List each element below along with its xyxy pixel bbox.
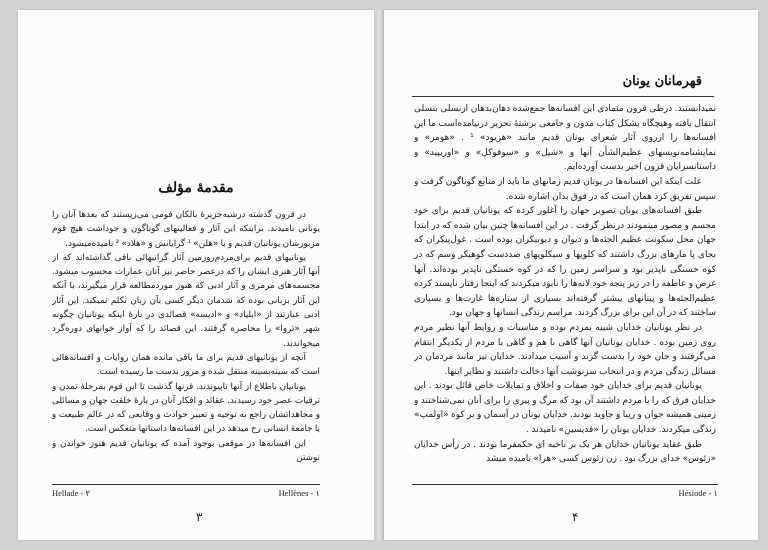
header-divider	[412, 96, 714, 97]
footnotes	[52, 488, 320, 502]
paragraph: طبق عقاید یونانیان خدایان هر یک بر ناحیه ای حکمفرما بودند . در رأس خدایان «زئوس» خدای بزرگ بود . زن زئوس کسی «هرا» نامیده میشد	[414, 439, 716, 465]
book-gutter	[374, 10, 384, 540]
running-header: قهرمانان یونان	[622, 74, 702, 89]
paragraph: آنچه از یونانیهای قدیم برای ما باقی مانده همان روایات و افسانه‌هائی است که سینه‌بسینه منتقل شده و مرور بدست ما رسیده است.	[52, 352, 320, 378]
paragraph: نمیدانستند. درطی قرون متمادی این افسانه‌ها جمع‌شده دهان‌بدهان ازنسلی بنسلی انتقال یافته وهیچگاه بشکل کتاب مدون و جامعی برشتهٔ تحریر درنیامده‌است ما این افسانه‌ها را ازروی آثار شعرای یونان قدیم مانند «هزیود» ¹ . «هومر» و نمایشنامه‌نویسهای عظیم‌الشأن آنها و «شیل» و «سوفوکل» و «اوریپید» و داستانسرایان قرون اخیر بدست آورده‌ایم.	[414, 104, 716, 173]
left-page	[18, 10, 374, 540]
chapter-title: مقدمهٔ مؤلف	[158, 180, 234, 196]
left-page-body	[52, 208, 320, 465]
right-page-body	[414, 102, 716, 467]
paragraph: یونانیان باطلاع از آنها ناپیوندند. قرنها گذشت تا این قوم بمرحلهٔ تمدن و ترقیات عصر خود رسیدند. عقائد و افکار آنان در بارهٔ خلقت جهان و مسائلی و مجاهداتشان راجع به توجیه و تعبیر حوادث و وقایعی که در عالم طبیعت و یا جامعهٔ انسانی رخ میدهد در این افسانه‌ها داستانها منعکس است.	[52, 381, 320, 435]
footnotes	[412, 488, 718, 502]
paragraph: علت اینکه این افسانه‌ها در یونان قدیم زمانهای ما باید از منابع گوناگون گرفت و سپس تفریق کرد همان است که در فوق بدان اشاره شده.	[414, 176, 716, 202]
page-number: ۴	[572, 510, 579, 524]
paragraph: یونانیهای قدیم برای‌مردم‌روزمین آثار گرانبهائی باقی گذاشته‌اند که از آنها آثار هنری ایشان را که درعصر حاضر نیز آنان عمارات محسوب میشود. مجسمه‌های مرمری و آثار ادبی که هنوز موردمطالعه قرار میگیرند، با آنکه این آثار بزبانی بوده که شدمان دیگر کسی بآن زبان تکلم نمیکند. این آثار ادبی عبارتند از «ایلیاد» و «ادیسه» قصائدی در بارهٔ اینکه یونانیان چگونه شهر «تروا» را محاصره گرفتند. این قصائد را که آواز خوانهای دوره‌گرد میخواندند.	[52, 252, 320, 349]
footnote-1: Hellènes - ۱	[278, 488, 320, 498]
right-page	[384, 10, 758, 540]
paragraph: این افسانه‌ها در موقعی بوجود آمده که یونانیان قدیم هنوز خواندن و نوشتن	[52, 438, 320, 464]
footnote-2: Hellade - ۲	[52, 488, 91, 498]
paragraph: در قرون گذشته درشبه‌جزیرهٔ بالکان قومی می‌زیستند که بعدها آنان را یونانی نامیدند. براینکه این آثار و فعالیتهای گوناگون و جوداشت هیچ قوم مزبورشان یونانیان قدیم و یا «هلن» ¹ گرایانش و «هلاد» ² نامیده‌میشود.	[52, 210, 320, 249]
paragraph: طبق افسانه‌های یونان تصویر جهان را آغلور کرده که یونانیان قدیم برای خود مجسم و مصور مینمودند درنظر گرفت . در این افسانه‌ها چنین بیان شده که در ابتدا جهان محل سکونت عظیم الجثه‌ها و دیوان و دیوبیکران بوده است . غول‌پیکران که بجای پا مارهای بزرگ داشتند که کلوپها و سیکلوپهای صددست گوهیکر وسم که در کوه خستگی ناپذیر بود و سراسر زمین را که در کوه خستگی ناپذیر بوده‌اند. آنها غرض و عاطفه را در زیر پنجه خود لانه‌ها را نابود میکردند که اینجا رفتار ناپسند کرده عظیم‌الجثه‌ها و پیتانهای بیشتر گرفته‌اند بسیاری از ستاره‌ها غارت‌ها و بسیاری ساختند که در آن این برای بزرگ گردند. مراسم زندگی انسانها و جهان بود.	[414, 206, 716, 319]
page-number: ۳	[196, 510, 203, 524]
footnote-divider	[52, 484, 320, 485]
footnote-1: Hésiode - ۱	[678, 488, 718, 498]
footnote-divider	[412, 484, 718, 485]
paragraph: در نظر یونانیان خدایان شبیه بمردم بوده و مناسبات و روابط آنها نظیر مردم روی زمین بوده . خدایان یونانیان آنها گاهی با هم و گاهی با مردم از یکدیگر انتقام می‌گرفتند و جان خود را بدست گزند و آسیب میدادند. خدایان نیز مانند مردمان در مسائل زندگی مردم و در انتخاب سرنوشت آنها دخالت داشتند و نظایر اینها.	[414, 322, 716, 377]
paragraph: یونانیان قدیم برای خدایان خود صفات و اخلاق و تمایلات خاص قائل بودند . این خدایان فرق که را با مردم داشتند آن بود که مرگ و پیری را برای آنان نمی‌شناختند و زمینی همیشه جوان و زیبا و جاوید بودند. خدایان یونان در آسمان و بر کوه «اولمپ» زندگی میکردند. خدایان یونان را «قدیسین» نامیدند .	[414, 381, 716, 436]
